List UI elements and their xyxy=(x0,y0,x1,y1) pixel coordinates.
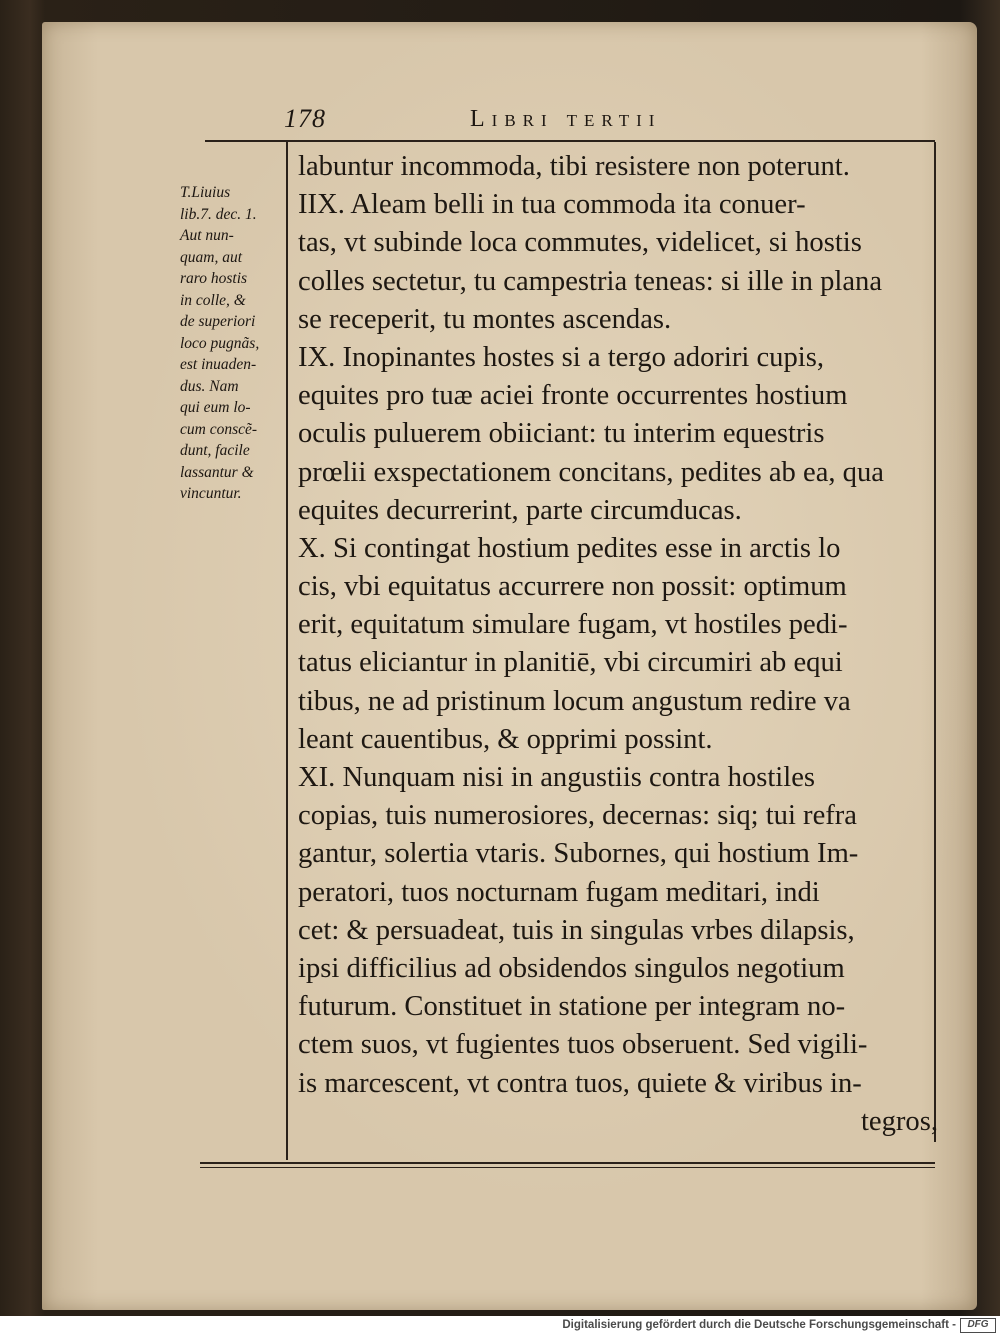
text-line: colles sectetur, tu campestria teneas: si ille in plana xyxy=(298,265,883,297)
margin-note-line: cum conscẽ- xyxy=(180,420,258,438)
text-line: futurum. Constituet in statione per integram no- xyxy=(298,991,846,1023)
footer-rule-lower xyxy=(200,1167,935,1168)
text-line: labuntur incommoda, tibi resistere non poterunt. xyxy=(298,151,850,182)
page-number: 178 xyxy=(284,104,326,133)
text-line: is marcescent, vt contra tuos, quiete & viribus in- xyxy=(298,1067,862,1099)
margin-note-line: lib.7. dec. 1. xyxy=(180,205,257,223)
text-line: ipsi difficilius ad obsidendos singulos negotium xyxy=(298,952,845,984)
body-text xyxy=(298,148,938,1141)
text-line: ctem suos, vt fugientes tuos obseruent. Sed vigili- xyxy=(298,1029,868,1061)
text-line: cet: & persuadeat, tuis in singulas vrbes dilapsis, xyxy=(298,914,855,946)
margin-note-line: est inuaden- xyxy=(180,356,257,373)
margin-note-line: qui eum lo- xyxy=(180,399,251,416)
text-line: tibus, ne ad pristinum locum angustum redire va xyxy=(298,685,851,717)
text-line: tas, vt subinde loca commutes, videlicet, si hostis xyxy=(298,227,862,259)
margin-note-line: quam, aut xyxy=(180,248,242,266)
margin-note xyxy=(180,182,290,505)
text-line: peratori, tuos nocturnam fugam meditari, indi xyxy=(298,876,820,908)
page-header xyxy=(280,104,920,144)
text-line: prœlii exspectationem concitans, pedites ab ea, qua xyxy=(298,456,884,488)
text-line: copias, tuis numerosiores, decernas: siq; tui refra xyxy=(298,800,858,832)
margin-note-line: T.Liuius xyxy=(180,184,231,201)
running-head: Libri tertii xyxy=(470,106,662,132)
margin-note-line: loco pugnãs, xyxy=(180,334,260,352)
margin-note-line: in colle, & xyxy=(180,291,246,309)
text-line: leant cauentibus, & opprimi possint. xyxy=(298,723,713,755)
text-line: tatus eliciantur in planitiē, vbi circumiri ab equi xyxy=(298,647,843,679)
funding-credit: Digitalisierung gefördert durch die Deutsche Forschungsgemeinschaft - xyxy=(562,1319,956,1331)
text-line: se receperit, tu montes ascendas. xyxy=(298,303,672,335)
text-line: oculis puluerem obiiciant: tu interim equestris xyxy=(298,418,825,450)
margin-note-line: dus. Nam xyxy=(180,377,239,395)
margin-note-line: vincuntur. xyxy=(180,485,242,502)
text-line: X. Si contingat hostium pedites esse in arctis lo xyxy=(298,532,841,564)
text-line: equites decurrerint, parte circumducas. xyxy=(298,494,742,526)
catchword: tegros, xyxy=(860,1105,938,1137)
text-line: erit, equitatum simulare fugam, vt hostiles pedi- xyxy=(298,609,848,641)
margin-note-line: raro hostis xyxy=(180,270,248,287)
margin-note-line: lassantur & xyxy=(180,463,254,481)
text-line: gantur, solertia vtaris. Subornes, qui hostium Im- xyxy=(298,838,859,870)
text-line: equites pro tuæ aciei fronte occurrentes hostium xyxy=(298,380,848,412)
margin-note-line: de superiori xyxy=(180,313,256,330)
text-line: cis, vbi equitatus accurrere non possit: optimum xyxy=(298,571,847,603)
text-line: IX. Inopinantes hostes si a tergo adoriri cupis, xyxy=(298,341,824,373)
margin-note-line: Aut nun- xyxy=(180,227,234,244)
footer-rule-upper xyxy=(200,1162,935,1164)
digitization-footer xyxy=(0,1316,1000,1336)
text-line: IIX. Aleam belli in tua commoda ita conuer- xyxy=(298,189,806,221)
dfg-logo-icon: DFG xyxy=(960,1318,996,1333)
text-line: XI. Nunquam nisi in angustiis contra hostiles xyxy=(298,762,816,793)
margin-note-line: dunt, facile xyxy=(180,442,250,459)
